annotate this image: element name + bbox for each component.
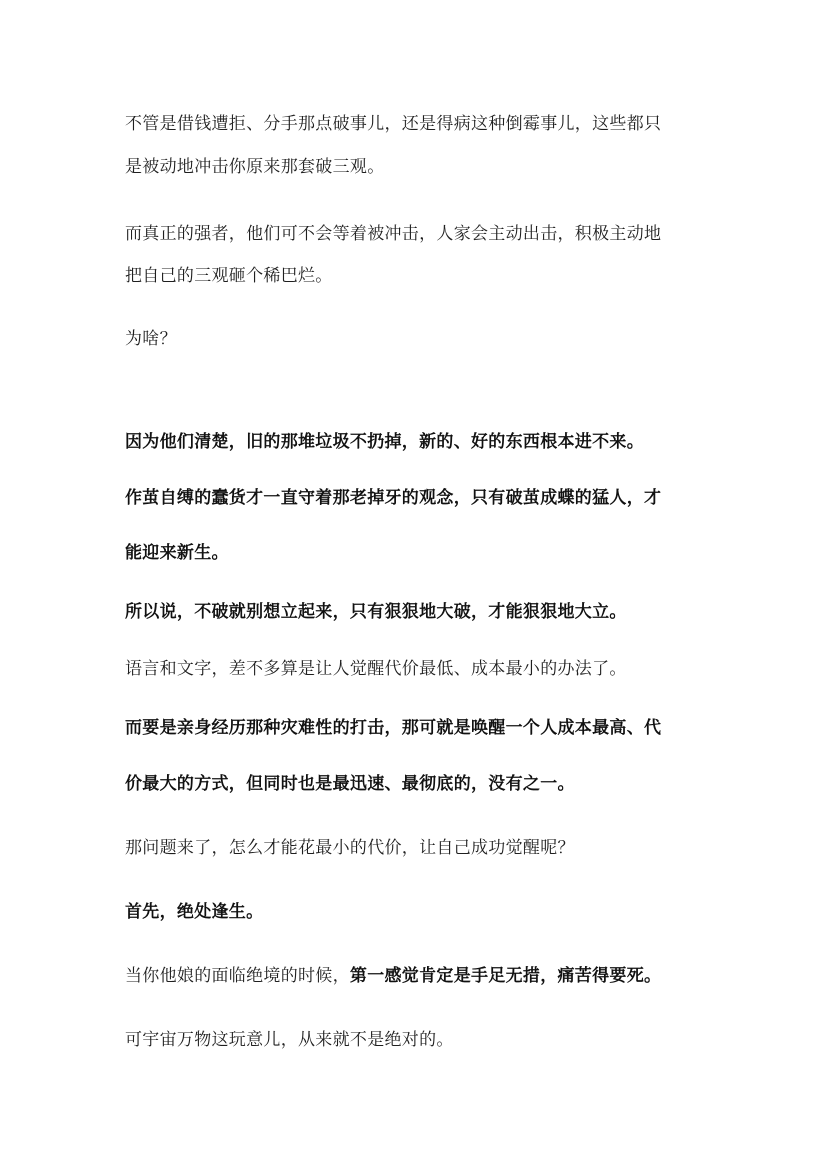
paragraph-12: 可宇宙万物这玩意儿，从来就不是绝对的。 [125, 1030, 454, 1050]
paragraph-11 [125, 964, 725, 988]
paragraph-9: 那问题来了，怎么才能花最小的代价，让自己成功觉醒呢？ [125, 838, 575, 858]
paragraph-1-line-2: 是被动地冲击你原来那套破三观。 [125, 157, 385, 177]
paragraph-8-line-2-bold: 价最大的方式，但同时也是最迅速、最彻底的，没有之一。 [125, 774, 575, 794]
paragraph-3: 为啥？ [125, 329, 177, 349]
paragraph-2-line-1: 而真正的强者，他们可不会等着被冲击，人家会主动出击，积极主动地 [125, 224, 662, 244]
paragraph-6-bold: 所以说，不破就别想立起来，只有狠狠地大破，才能狠狠地大立。 [125, 602, 627, 622]
paragraph-8-line-1-bold: 而要是亲身经历那种灾难性的打击，那可就是唤醒一个人成本最高、代 [125, 718, 662, 738]
paragraph-4-bold: 因为他们清楚，旧的那堆垃圾不扔掉，新的、好的东西根本进不来。 [125, 432, 644, 452]
paragraph-5-line-2-bold: 能迎来新生。 [125, 543, 229, 563]
paragraph-10-bold: 首先，绝处逢生。 [125, 902, 264, 922]
paragraph-11-bold-text: 第一感觉肯定是手足无措，痛苦得要死。 [349, 966, 662, 986]
paragraph-1-line-1: 不管是借钱遭拒、分手那点破事儿，还是得病这种倒霉事儿，这些都只 [125, 114, 662, 134]
paragraph-11-normal-text: 当你他娘的面临绝境的时候， [125, 966, 350, 986]
paragraph-5-line-1-bold: 作茧自缚的蠢货才一直守着那老掉牙的观念，只有破茧成蝶的猛人，才 [125, 488, 662, 508]
paragraph-7: 语言和文字，差不多算是让人觉醒代价最低、成本最小的办法了。 [125, 659, 627, 679]
paragraph-2-line-2: 把自己的三观砸个稀巴烂。 [125, 266, 333, 286]
